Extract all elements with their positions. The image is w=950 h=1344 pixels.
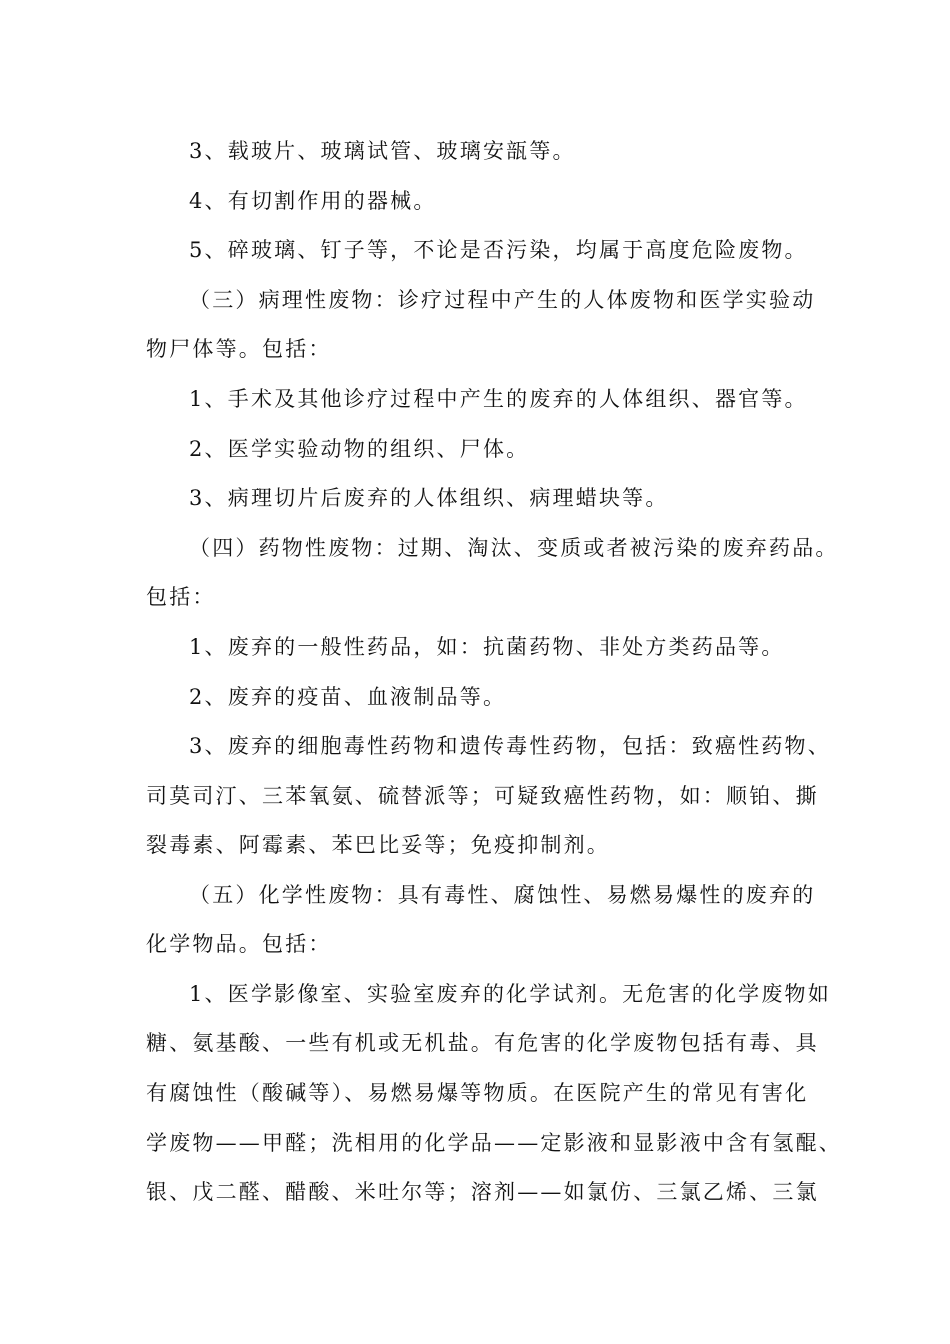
paragraph-line: 学废物——甲醛；洗相用的化学品——定影液和显影液中含有氢醌、 <box>146 1131 842 1155</box>
paragraph-line: 有腐蚀性（酸碱等）、易燃易爆等物质。在医院产生的常见有害化 <box>146 1081 809 1105</box>
list-item: 3、病理切片后废弃的人体组织、病理蜡块等。 <box>189 486 669 510</box>
paragraph-line: 包括： <box>146 585 216 609</box>
list-item: 5、碎玻璃、钉子等，不论是否污染，均属于高度危险废物。 <box>189 238 808 262</box>
paragraph-line: 化学物品。包括： <box>146 932 332 956</box>
list-item: 1、废弃的一般性药品，如：抗菌药物、非处方类药品等。 <box>189 635 785 659</box>
list-item: 1、医学影像室、实验室废弃的化学试剂。无危害的化学废物如 <box>189 982 831 1006</box>
list-item: 3、废弃的细胞毒性药物和遗传毒性药物，包括：致癌性药物、 <box>189 734 831 758</box>
paragraph-line: 司莫司汀、三苯氧氨、硫替派等；可疑致癌性药物，如：顺铂、撕 <box>146 784 819 808</box>
paragraph-line: 裂毒素、阿霉素、苯巴比妥等；免疫抑制剂。 <box>146 833 610 857</box>
section-heading-pathological: （三）病理性废物：诊疗过程中产生的人体废物和医学实验动 <box>189 288 816 312</box>
list-item: 2、医学实验动物的组织、尸体。 <box>189 437 530 461</box>
list-item: 2、废弃的疫苗、血液制品等。 <box>189 685 507 709</box>
section-heading-chemical: （五）化学性废物：具有毒性、腐蚀性、易燃易爆性的废弃的 <box>189 883 816 907</box>
paragraph-line: 银、戊二醛、醋酸、米吐尔等；溶剂——如氯仿、三氯乙烯、三氯 <box>146 1180 819 1204</box>
paragraph-line: 物尸体等。包括： <box>146 337 332 361</box>
list-item: 4、有切割作用的器械。 <box>189 189 437 213</box>
section-heading-pharmaceutical: （四）药物性废物：过期、淘汰、变质或者被污染的废弃药品。 <box>189 536 839 560</box>
list-item: 1、手术及其他诊疗过程中产生的废弃的人体组织、器官等。 <box>189 387 808 411</box>
list-item: 3、载玻片、玻璃试管、玻璃安瓿等。 <box>189 139 576 163</box>
paragraph-line: 糖、氨基酸、一些有机或无机盐。有危害的化学废物包括有毒、具 <box>146 1031 819 1055</box>
